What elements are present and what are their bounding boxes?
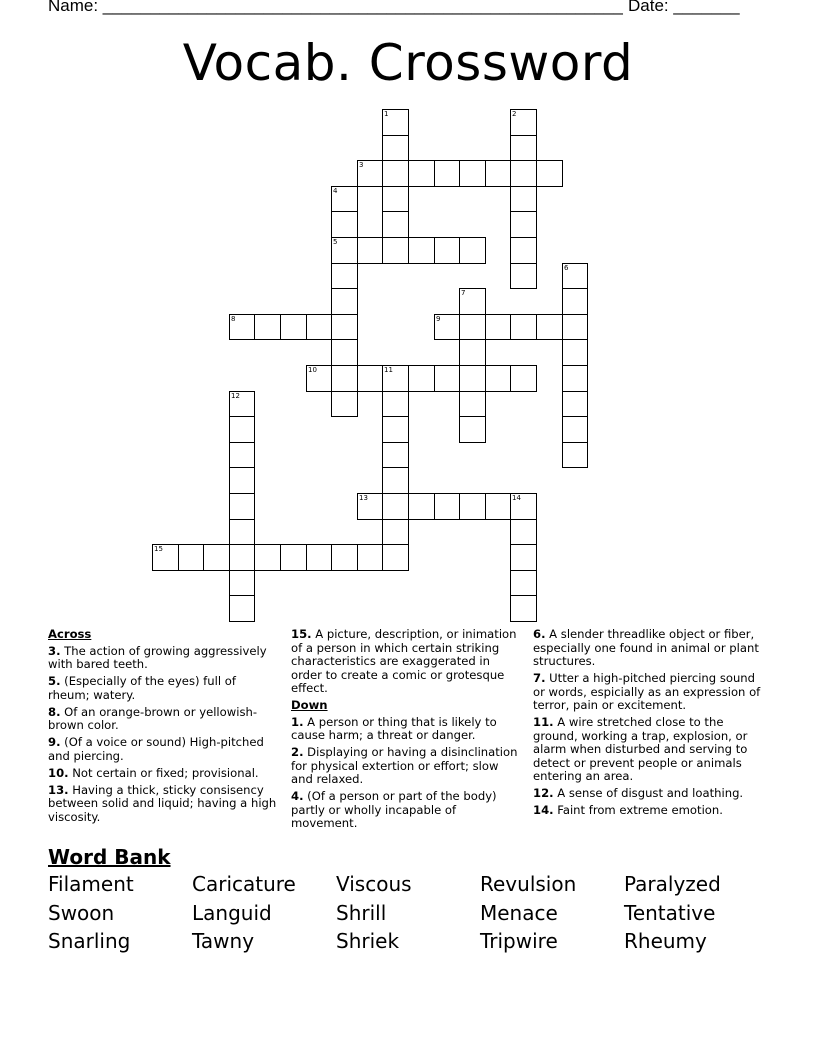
clue-item — [291, 716, 523, 743]
clue-item — [533, 787, 765, 801]
clue-item — [533, 804, 765, 818]
grid-cell[interactable] — [485, 160, 511, 187]
grid-cell[interactable] — [459, 416, 486, 443]
grid-cell[interactable] — [510, 544, 537, 571]
word-bank-item: Paralyzed — [624, 872, 721, 896]
clue-number: 4 — [333, 187, 338, 195]
clue-column-2 — [291, 628, 523, 834]
clue-number: 3 — [359, 161, 364, 169]
clue-number: 13 — [359, 494, 368, 502]
grid-cell[interactable] — [382, 109, 409, 136]
clue-item — [48, 645, 280, 672]
clue-heading: Across — [48, 627, 92, 641]
clue-number: 2 — [512, 110, 517, 118]
clue-number: 8 — [231, 315, 236, 323]
grid-cell[interactable] — [331, 237, 358, 264]
clue-item — [291, 790, 523, 831]
grid-cell[interactable] — [382, 467, 409, 494]
grid-cell[interactable] — [331, 365, 358, 392]
grid-cell[interactable] — [229, 467, 255, 494]
grid-cell[interactable] — [408, 365, 435, 392]
grid-cell[interactable] — [331, 211, 358, 238]
date-field: Date: _______ — [628, 0, 740, 15]
grid-cell[interactable] — [434, 237, 460, 264]
grid-cell[interactable] — [280, 314, 307, 340]
grid-cell[interactable] — [562, 263, 588, 289]
clue-item-text: A slender threadlike object or fiber, especially one found in animal or plant structures. — [533, 627, 759, 668]
grid-cell[interactable] — [485, 365, 511, 392]
grid-cell[interactable] — [280, 544, 307, 571]
grid-cell[interactable] — [229, 416, 255, 443]
grid-cell[interactable] — [382, 391, 409, 417]
grid-cell[interactable] — [382, 365, 409, 392]
grid-cell[interactable] — [306, 365, 332, 392]
grid-cell[interactable] — [306, 544, 332, 571]
clue-item-number: 7. — [533, 671, 546, 685]
grid-cell[interactable] — [382, 211, 409, 238]
grid-cell[interactable] — [510, 237, 537, 264]
clue-number: 14 — [512, 494, 521, 502]
clue-item-number: 3. — [48, 643, 61, 658]
clue-item — [48, 675, 280, 702]
clue-item-text: Utter a high-pitched piercing sound or words, espicially as an expression of terror, pain or excitement. — [533, 671, 761, 712]
clue-item-number: 6. — [533, 627, 546, 641]
grid-cell[interactable] — [459, 160, 486, 187]
grid-cell[interactable] — [434, 365, 460, 392]
clue-column-3 — [533, 628, 765, 821]
grid-cell[interactable] — [254, 314, 281, 340]
clue-item-number: 12. — [533, 786, 554, 800]
grid-cell[interactable] — [229, 442, 255, 468]
grid-cell[interactable] — [331, 544, 358, 571]
clue-item-text: Displaying or having a disinclination for physical extertion or effort; slow and relaxed. — [291, 745, 518, 786]
clue-item — [533, 628, 765, 669]
word-bank-item: Revulsion — [480, 872, 577, 896]
grid-cell[interactable] — [562, 416, 588, 443]
grid-cell[interactable] — [510, 493, 537, 520]
grid-cell[interactable] — [459, 493, 486, 520]
word-bank-item: Tawny — [192, 929, 255, 953]
page-title: Vocab. Crossword — [182, 34, 634, 92]
clue-item — [48, 736, 280, 763]
clue-item-text: Not certain or fixed; provisional. — [68, 765, 259, 780]
grid-cell[interactable] — [562, 442, 588, 468]
grid-cell[interactable] — [254, 544, 281, 571]
clue-item-number: 4. — [291, 789, 304, 803]
clue-item-number: 8. — [48, 704, 61, 719]
grid-cell[interactable] — [510, 135, 537, 161]
grid-cell[interactable] — [331, 186, 358, 212]
grid-cell[interactable] — [434, 314, 460, 340]
grid-cell[interactable] — [434, 493, 460, 520]
clue-item-text: (Of a person or part of the body) partly or wholly incapable of movement. — [291, 789, 497, 830]
word-bank-item: Rheumy — [624, 929, 707, 953]
clue-item-text: (Especially of the eyes) full of rheum; watery. — [48, 674, 236, 702]
word-bank-item: Snarling — [48, 929, 131, 953]
grid-cell[interactable] — [382, 442, 409, 468]
clue-item-text: A sense of disgust and loathing. — [553, 786, 744, 800]
grid-cell[interactable] — [331, 263, 358, 289]
grid-cell[interactable] — [459, 237, 486, 264]
grid-cell[interactable] — [306, 314, 332, 340]
word-bank-item: Menace — [480, 900, 558, 925]
clue-number: 7 — [461, 289, 466, 297]
grid-cell[interactable] — [229, 570, 255, 596]
grid-cell[interactable] — [382, 237, 409, 264]
grid-cell[interactable] — [485, 493, 511, 520]
clue-item-text: Of an orange-brown or yellowish-brown color. — [48, 704, 258, 732]
clue-item-number: 11. — [533, 715, 554, 729]
clue-item-number: 9. — [48, 735, 61, 749]
grid-cell[interactable] — [510, 519, 537, 545]
grid-cell[interactable] — [536, 160, 563, 187]
clue-number: 6 — [564, 264, 569, 272]
grid-cell[interactable] — [408, 160, 435, 187]
grid-cell[interactable] — [434, 160, 460, 187]
grid-cell[interactable] — [536, 314, 563, 340]
grid-cell[interactable] — [229, 314, 255, 340]
grid-cell[interactable] — [331, 391, 358, 417]
clue-item — [48, 767, 280, 781]
clue-item-text: A person or thing that is likely to cause harm; a threat or danger. — [291, 714, 497, 742]
grid-cell[interactable] — [229, 519, 255, 545]
word-bank-item: Swoon — [48, 900, 115, 925]
grid-cell[interactable] — [510, 595, 537, 622]
clue-heading: Down — [291, 698, 328, 712]
grid-cell[interactable] — [382, 519, 409, 545]
clue-item-text: A wire stretched close to the ground, working a trap, explosion, or alarm when disturbed and serving to detect or prevent people or animals entering an area. — [533, 715, 748, 783]
grid-cell[interactable] — [229, 493, 255, 520]
clue-item-text: Having a thick, sticky consisency between solid and liquid; having a high viscosity. — [48, 782, 277, 824]
name-field: Name: _______________________________________________________ — [48, 0, 623, 15]
grid-cell[interactable] — [562, 339, 588, 366]
word-bank-item: Languid — [192, 900, 272, 925]
clue-item-text: A picture, description, or inimation of a person in which certain striking characteristics are exaggerated in order to create a comic or grotesque effect. — [291, 627, 517, 695]
clue-number: 1 — [384, 110, 389, 118]
clue-number: 12 — [231, 392, 240, 400]
grid-cell[interactable] — [510, 570, 537, 596]
word-bank-item: Tentative — [624, 900, 716, 925]
grid-cell[interactable] — [562, 391, 588, 417]
word-bank-item: Tripwire — [480, 929, 558, 953]
grid-cell[interactable] — [459, 365, 486, 392]
clue-item-number: 15. — [291, 627, 312, 641]
clue-item — [291, 746, 523, 787]
grid-cell[interactable] — [152, 544, 179, 571]
grid-cell[interactable] — [408, 237, 435, 264]
word-bank-item: Filament — [48, 872, 134, 896]
clue-item-number: 5. — [48, 674, 61, 688]
grid-cell[interactable] — [382, 416, 409, 443]
grid-cell[interactable] — [203, 544, 230, 571]
clue-item — [291, 628, 523, 696]
grid-cell[interactable] — [229, 595, 255, 622]
grid-cell[interactable] — [562, 365, 588, 392]
word-bank — [48, 872, 768, 958]
clue-item-text: Faint from extreme emotion. — [553, 803, 723, 817]
grid-cell[interactable] — [510, 109, 537, 136]
grid-cell[interactable] — [229, 544, 255, 571]
clue-item-number: 13. — [48, 782, 69, 797]
word-bank-item: Caricature — [192, 872, 296, 896]
clue-item — [533, 716, 765, 784]
grid-cell[interactable] — [382, 135, 409, 161]
grid-cell[interactable] — [331, 288, 358, 315]
grid-cell[interactable] — [382, 160, 409, 187]
grid-cell[interactable] — [408, 493, 435, 520]
grid-cell[interactable] — [331, 339, 358, 366]
clue-column-1 — [48, 628, 280, 828]
word-bank-item: Shriek — [336, 929, 400, 953]
grid-cell[interactable] — [510, 314, 537, 340]
grid-cell[interactable] — [357, 544, 383, 571]
grid-cell[interactable] — [178, 544, 204, 571]
clue-number: 10 — [308, 366, 317, 374]
grid-cell[interactable] — [510, 160, 537, 187]
grid-cell[interactable] — [331, 314, 358, 340]
grid-cell[interactable] — [229, 391, 255, 417]
clue-number: 11 — [384, 366, 393, 374]
clue-item-number: 14. — [533, 803, 554, 817]
grid-cell[interactable] — [562, 288, 588, 315]
word-bank-item: Shrill — [336, 900, 387, 925]
clue-item-text: (Of a voice or sound) High-pitched and piercing. — [48, 735, 264, 763]
clue-item — [48, 784, 280, 825]
clue-number: 5 — [333, 238, 338, 246]
clue-item-number: 2. — [291, 745, 304, 759]
grid-cell[interactable] — [357, 365, 383, 392]
grid-cell[interactable] — [459, 391, 486, 417]
grid-cell[interactable] — [382, 544, 409, 571]
grid-cell[interactable] — [459, 314, 486, 340]
clue-item — [533, 672, 765, 713]
grid-cell[interactable] — [357, 237, 383, 264]
clue-number: 15 — [154, 545, 163, 553]
clue-number: 9 — [436, 315, 441, 323]
clue-item-text: The action of growing aggressively with bared teeth. — [48, 643, 267, 671]
clue-item-number: 1. — [291, 714, 304, 729]
clue-item-number: 10. — [48, 765, 69, 780]
word-bank-item: Viscous — [336, 872, 412, 896]
grid-cell[interactable] — [382, 493, 409, 520]
grid-cell[interactable] — [459, 288, 486, 315]
word-bank-title: Word Bank — [48, 845, 171, 869]
grid-cell[interactable] — [510, 365, 537, 392]
grid-cell[interactable] — [382, 186, 409, 212]
grid-cell[interactable] — [357, 493, 383, 520]
clue-item — [48, 706, 280, 733]
grid-cell[interactable] — [510, 186, 537, 212]
grid-cell[interactable] — [459, 339, 486, 366]
grid-cell[interactable] — [562, 314, 588, 340]
grid-cell[interactable] — [510, 263, 537, 289]
grid-cell[interactable] — [357, 160, 383, 187]
grid-cell[interactable] — [485, 314, 511, 340]
grid-cell[interactable] — [510, 211, 537, 238]
